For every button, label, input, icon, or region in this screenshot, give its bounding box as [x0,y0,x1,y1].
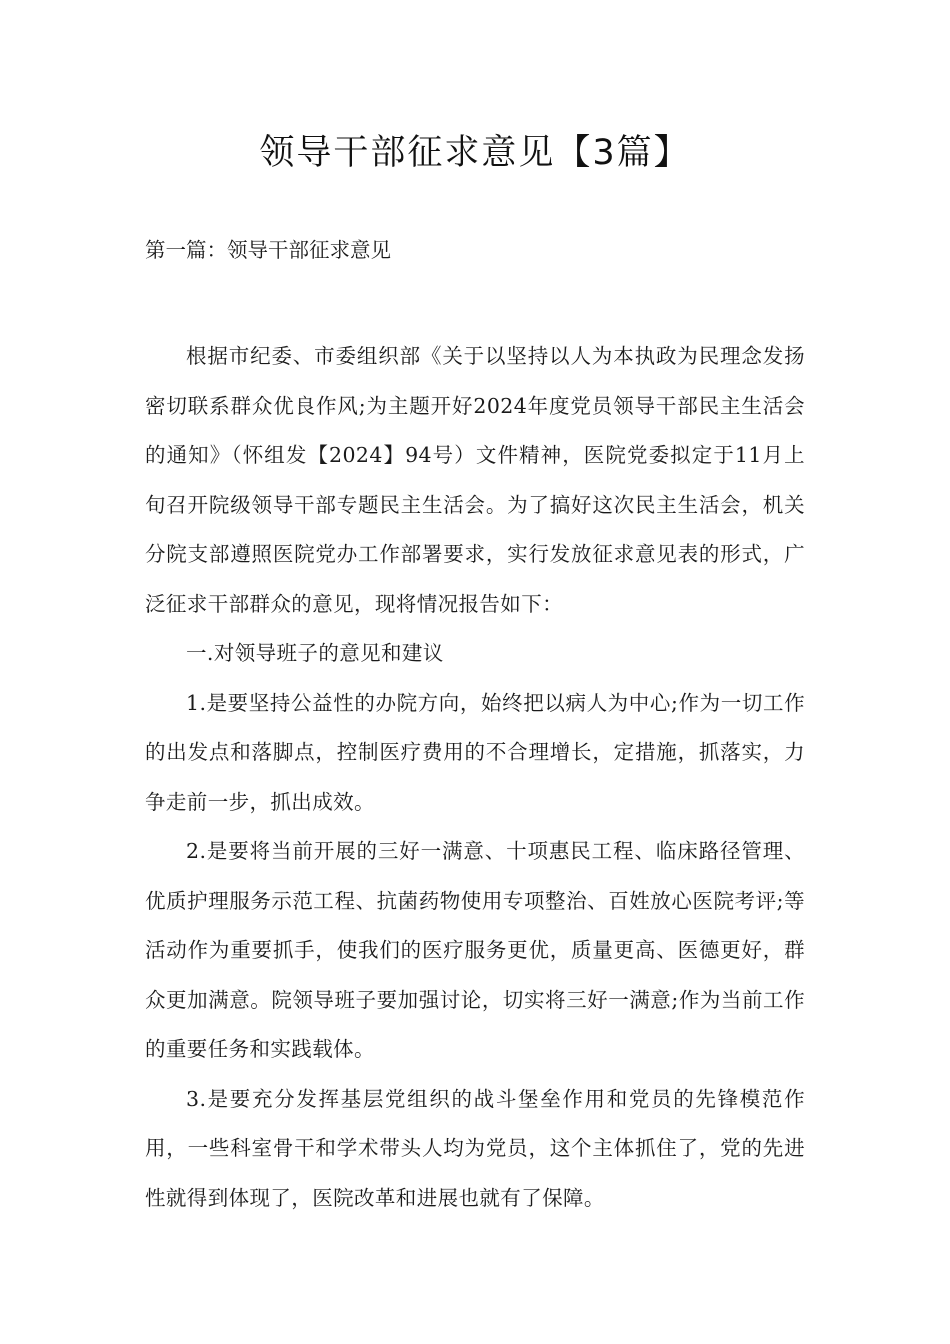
paragraph-item-2: 2.是要将当前开展的三好一满意、十项惠民工程、临床路径管理、优质护理服务示范工程、抗菌药物使用专项整治、百姓放心医院考评;等活动作为重要抓手，使我们的医疗服务更优，质量更高、医德更好，群众更加满意。院领导班子要加强讨论，切实将三好一满意;作为当前工作的重要任务和实践载体。 [145,839,805,1061]
section-heading: 一.对领导班子的意见和建议 [186,641,444,665]
paragraph-item-1: 1.是要坚持公益性的办院方向，始终把以病人为中心;作为一切工作的出发点和落脚点，控制医疗费用的不合理增长，定措施，抓落实，力争走前一步，抓出成效。 [145,690,805,814]
document-body [145,332,805,1223]
document-title: 领导干部征求意见【3篇】 [259,133,691,173]
paragraph-intro: 根据市纪委、市委组织部《关于以坚持以人为本执政为民理念发扬密切联系群众优良作风;为主题开好2024年度党员领导干部民主生活会的通知》（怀组发【2024】94号）文件精神，医院党委拟定于11月上旬召开院级领导干部专题民主生活会。为了搞好这次民主生活会，机关分院支部遵照医院党办工作部署要求，实行发放征求意见表的形式，广泛征求干部群众的意见，现将情况报告如下： [145,344,805,616]
paragraph-item-3: 3.是要充分发挥基层党组织的战斗堡垒作用和党员的先锋模范作用，一些科室骨干和学术带头人均为党员，这个主体抓住了，党的先进性就得到体现了，医院改革和进展也就有了保障。 [145,1086,805,1210]
part-heading: 第一篇：领导干部征求意见 [145,238,391,262]
